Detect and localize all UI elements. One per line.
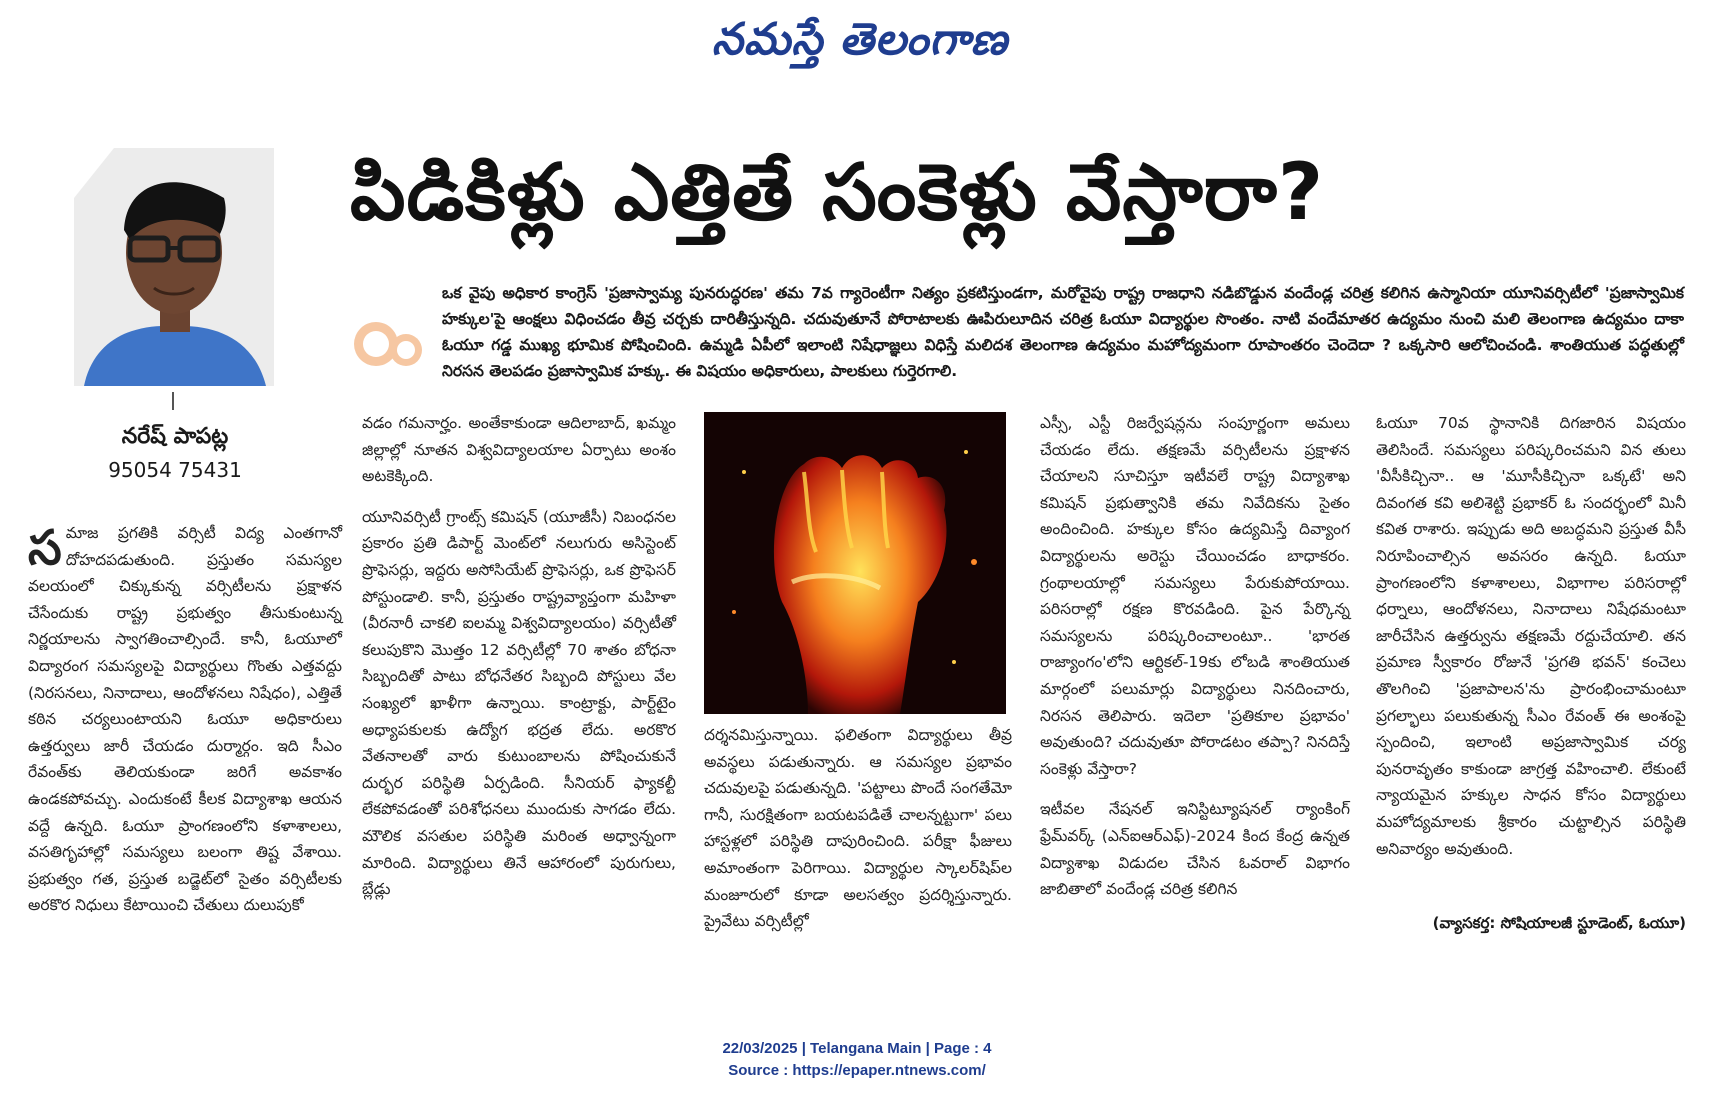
column-3-paragraph: దర్శనమిస్తున్నాయి. ఫలితంగా విద్యార్థులు తీవ్ర అవస్థలు పడుతున్నారు. ఆ సమస్యల ప్రభావం చదువులపై పడుతున్నది. 'పట్టాలు పొందే సంగతేమో గానీ, సురక్షితంగా బయటపడితే చాలన్నట్టుగా' పలు హాస్టళ్లలో పరిస్థితి దాపురించింది. పరీక్షా ఫీజులు అమాంతంగా పెరిగాయి. విద్యార్థుల స్కాలర్‌షిప్‌ల మంజూరులో కూడా అలసత్వం ప్రదర్శిస్తున్నారు. ప్రైవేటు వర్సిటీల్లో bbox=[704, 726, 1012, 931]
raised-fist-illustration bbox=[704, 412, 1006, 714]
author-byline: (వ్యాసకర్త: సోషియాలజీ స్టూడెంట్, ఓయూ) bbox=[1432, 914, 1686, 932]
column-1-text: మాజ ప్రగతికి వర్సిటీ విద్య ఎంతగానో దోహదపడుతుంది. ప్రస్తుతం సమస్యల వలయంలో చిక్కుకున్న వర్సిటీలను ప్రక్షాళన చేసేందుకు రాష్ట్ర ప్రభుత్వం తీసుకుంటున్న నిర్ణయాలను స్వాగతించాల్సిందే. కానీ, ఓయూలో విద్యారంగ సమస్యలపై విద్యార్థులు గొంతు ఎత్తవద్దు (నిరసనలు, నినాదాలు, ఆందోళనలు నిషేధం), ఎత్తితే కఠిన చర్యలుంటాయని ఓయూ అధికారులు ఉత్తర్వులు జారీ చేయడం దుర్మార్గం. ఇది సీఎం రేవంత్‌కు తెలియకుండా జరిగే అవకాశం ఉండకపోవచ్చు. ఎందుకంటే కీలక విద్యాశాఖ ఆయన వద్దే ఉన్నది. ఓయూ ప్రాంగణంలోని కళాశాలలు, వసతిగృహాల్లో సమస్యలు బలంగా తిష్ట వేశాయి. ప్రభుత్వం గత, ప్రస్తుత బడ్జెట్‌లో సైతం వర్సిటీలకు అరకొర నిధులు కేటాయించి చేతులు దులుపుకో bbox=[28, 524, 342, 915]
dropcap: స bbox=[28, 520, 62, 576]
article-intro: ఒక వైపు అధికార కాంగ్రెస్ 'ప్రజాస్వామ్య పునరుద్ధరణ' తమ 7వ గ్యారెంటీగా నిత్యం ప్రకటిస్తుండగా, మరోవైపు రాష్ట్ర రాజధాని నడిబొడ్డున వందేండ్ల చరిత్ర కలిగిన ఉస్మానియా యూనివర్సిటీలో 'ప్రజాస్వామిక హక్కుల'పై ఆంక్షలు విధించడం తీవ్ర చర్చకు దారితీస్తున్నది. చదువుతూనే పోరాటాలకు ఊపిరులూదిన చరిత్ర ఓయూ విద్యార్థుల సొంతం. నాటి వందేమాతర ఉద్యమం నుంచి మలి తెలంగాణ ఉద్యమం దాకా ఓయూ గడ్డ ముఖ్య భూమిక పోషించింది. ఉమ్మడి ఏపీలో ఇలాంటి నిషేధాజ్ఞలు విధిస్తే మలిదశ తెలంగాణ ఉద్యమం మహోద్యమంగా రూపాంతరం చెందెదా ? ఒక్కసారి ఆలోచించండి. శాంతియుత పద్ధతుల్లో నిరసన తెలపడం ప్రజాస్వామిక హక్కు. ఈ విషయం అధికారులు, పాలకులు గుర్తెరగాలి. bbox=[442, 284, 1684, 380]
article-column-4 bbox=[1040, 410, 1350, 955]
page-info: 22/03/2025 | Telangana Main | Page : 4 bbox=[722, 1040, 992, 1057]
column-2-paragraph-1: వడం గమనార్హం. అంతేకాకుండా ఆదిలాబాద్, ఖమ్మం జిల్లాల్లో నూతన విశ్వవిద్యాలయాల ఏర్పాటు అంశం అటకెక్కింది. bbox=[362, 414, 676, 486]
article-column-5 bbox=[1376, 410, 1686, 910]
author-divider bbox=[172, 392, 174, 410]
column-4-paragraph-1: ఎస్సీ, ఎస్టీ రిజర్వేషన్లను సంపూర్ణంగా అమలు చేయడం లేదు. తక్షణమే వర్సిటీలను ప్రక్షాళన చేయాలని సూచిస్తూ ఇటీవలే రాష్ట్ర విద్యాశాఖ కమిషన్ ప్రభుత్వానికి తమ నివేదికను సైతం అందించింది. హక్కుల కోసం ఉద్యమిస్తే దివ్యాంగ విద్యార్థులను అరెస్టు చేయించడం బాధాకరం. గ్రంథాలయాల్లో సమస్యలు పేరుకుపోయాయి. పరిసరాల్లో రక్షణ కొరవడింది. పైన పేర్కొన్న సమస్యలను పరిష్కరించాలంటూ.. 'భారత రాజ్యాంగం'లోని ఆర్టికల్-19కు లోబడి శాంతియుత మార్గంలో పలుమార్లు విద్యార్థులు నినదించారు, నిరసన తెలిపారు. ఇదెలా 'ప్రతికూల ప్రభావం' అవుతుంది? చదువుతూ పోరాడటం తప్పా? నినదిస్తే సంకెళ్లు వేస్తారా? bbox=[1040, 414, 1350, 778]
column-1-paragraph bbox=[28, 520, 342, 919]
quote-mark-icon bbox=[352, 308, 426, 372]
source-link[interactable]: Source : https://epaper.ntnews.com/ bbox=[728, 1062, 986, 1079]
article-column-1 bbox=[28, 520, 342, 950]
article-column-3 bbox=[704, 722, 1012, 954]
masthead-logo: నమస్తే తెలంగాణ bbox=[711, 14, 1009, 65]
column-5-paragraph: ఓయూ 70వ స్థానానికి దిగజారిన విషయం తెలిసిందే. సమస్యలు పరిష్కరించమని విన తులు 'వీసీకిచ్చినా.. ఆ 'మూసీకిచ్చినా ఒక్కటే' అని దివంగత కవి అలిశెట్టి ప్రభాకర్ ఓ సందర్భంలో మినీ కవిత రాశారు. ఇప్పుడు అది అబద్ధమని ప్రస్తుత వీసీ నిరూపించాల్సిన అవసరం ఉన్నది. ఓయూ ప్రాంగణంలోని కళాశాలలు, విభాగాల పరిసరాల్లో ధర్నాలు, ఆందోళనలు, నినాదాలు నిషేధమంటూ జారీచేసిన ఉత్తర్వును తక్షణమే రద్దుచేయాలి. తన ప్రమాణ స్వీకారం రోజునే 'ప్రగతి భవన్' కంచెలు తొలగించి 'ప్రజాపాలన'ను ప్రారంభించామంటూ ప్రగల్భాలు పలుకుతున్న సీఎం రేవంత్ ఈ అంశంపై స్పందించి, ఇలాంటి అప్రజాస్వామిక చర్య పునరావృతం కాకుండా జాగ్రత్త వహించాలి. లేకుంటే న్యాయమైన హక్కుల సాధన కోసం విద్యార్థులు మహోద్యమాలకు శ్రీకారం చుట్టాల్సిన పరిస్థితి అనివార్యం అవుతుంది. bbox=[1376, 414, 1686, 858]
column-2-paragraph-2: యూనివర్సిటీ గ్రాంట్స్ కమిషన్ (యూజీసీ) నిబంధనల ప్రకారం ప్రతి డిపార్ట్ మెంట్‌లో నలుగురు అసిస్టెంట్ ప్రొఫెసర్లు, ఇద్దరు అసోసియేట్ ప్రొఫెసర్లు, ఒక ప్రొఫెసర్ పోస్టుండాలి. కానీ, ప్రస్తుతం రాష్ట్రవ్యాప్తంగా మహిళా (వీరనారీ చాకలి ఐలమ్మ విశ్వవిద్యాలయం) వర్సిటీతో కలుపుకొని మొత్తం 12 వర్సిటీల్లో 70 శాతం బోధనా సిబ్బందితో పాటు బోధనేతర సిబ్బంది పోస్టులు వేల సంఖ్యలో ఖాళీగా ఉన్నాయి. కాంట్రాక్టు, పార్ట్‌టైం అధ్యాపకులకు ఉద్యోగ భద్రత లేదు. అరకొర వేతనాలతో వారు కుటుంబాలను పోషించుకునే దుర్భర పరిస్థితి ఏర్పడింది. సీనియర్ ఫ్యాకల్టీ లేకపోవడంతో పరిశోధనలు ముందుకు సాగడం లేదు. మౌలిక వసతుల పరిస్థితి మరింత అధ్వాన్నంగా మారింది. విద్యార్థులు తినే ఆహారంలో పురుగులు, బ్లేడ్లు bbox=[362, 507, 676, 899]
headline: పిడికిళ్లు ఎత్తితే సంకెళ్లు వేస్తారా? bbox=[350, 148, 1325, 238]
author-name: నరేష్ పాపట్ల bbox=[121, 424, 229, 449]
author-photo bbox=[74, 148, 274, 386]
article-column-2 bbox=[362, 410, 676, 955]
column-4-paragraph-2: ఇటీవల నేషనల్ ఇనిస్టిట్యూషనల్ ర్యాంకింగ్ ఫ్రేమ్‌వర్క్ (ఎన్ఐఆర్ఎఫ్)-2024 కింద కేంద్ర ఉన్నత విద్యాశాఖ విడుదల చేసిన ఓవరాల్ విభాగం జాబితాలో వందేండ్ల చరిత్ర కలిగిన bbox=[1040, 800, 1350, 899]
author-phone: 95054 75431 bbox=[108, 458, 242, 482]
